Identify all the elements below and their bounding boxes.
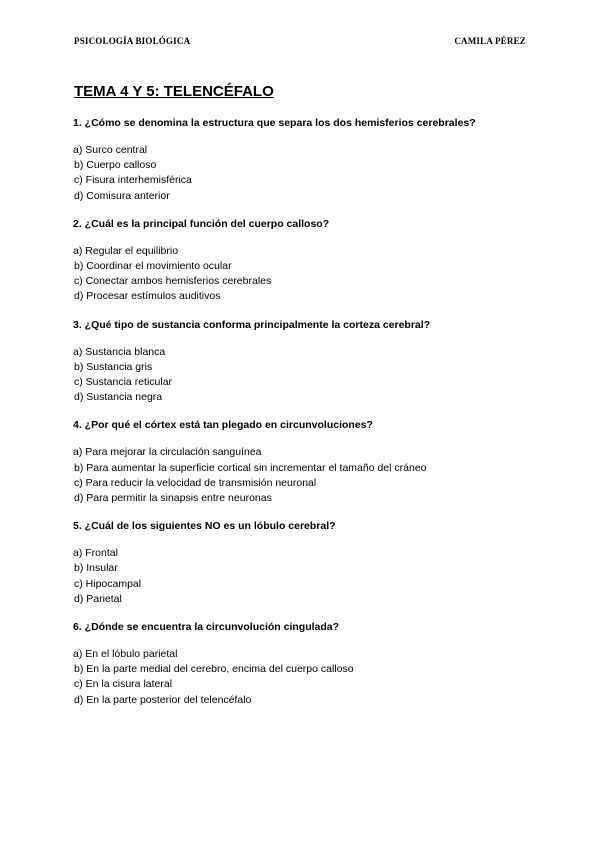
option-d: d) Procesar estímulos auditivos <box>74 290 221 303</box>
option-b: b) Cuerpo calloso <box>74 159 157 172</box>
option-b: b) Para aumentar la superficie cortical sin incrementar el tamaño del cráneo <box>74 461 427 474</box>
question-text: 1. ¿Cómo se denomina la estructura que separa los dos hemisferios cerebrales? <box>73 117 476 129</box>
option-d: d) En la parte posterior del telencéfalo <box>74 693 252 706</box>
option-a: a) Regular el equilibrio <box>73 244 179 257</box>
question-5 <box>73 520 533 607</box>
question-text: 2. ¿Cuál es la principal función del cuerpo calloso? <box>73 217 330 230</box>
question-3 <box>73 319 533 406</box>
option-c: c) En la cisura lateral <box>74 678 173 691</box>
option-d: d) Para permitir la sinapsis entre neuronas <box>74 492 272 505</box>
question-6 <box>73 621 533 708</box>
option-c: c) Para reducir la velocidad de transmisión neuronal <box>74 476 317 489</box>
option-a: a) Surco central <box>73 144 148 156</box>
option-c: c) Sustancia reticular <box>74 376 173 389</box>
question-text: 4. ¿Por qué el córtex está tan plegado en circunvoluciones? <box>73 419 373 432</box>
question-2 <box>73 218 533 305</box>
page-title: TEMA 4 Y 5: TELENCÉFALO <box>74 83 274 100</box>
header-author: CAMILA PÉREZ <box>454 36 526 46</box>
option-d: d) Parietal <box>74 592 122 605</box>
option-d: d) Comisura anterior <box>74 189 170 202</box>
option-c: c) Hipocampal <box>74 577 142 590</box>
option-b: b) Sustancia gris <box>74 360 153 373</box>
question-text: 5. ¿Cuál de los siguientes NO es un lóbulo cerebral? <box>73 520 336 533</box>
question-4 <box>73 419 533 506</box>
option-b: b) En la parte medial del cerebro, encima del cuerpo calloso <box>74 663 354 676</box>
questions-list <box>73 117 533 722</box>
option-a: a) Frontal <box>73 547 118 560</box>
option-c: c) Conectar ambos hemisferios cerebrales <box>74 275 272 288</box>
question-text: 6. ¿Dónde se encuentra la circunvolución cingulada? <box>73 621 340 634</box>
option-a: a) Sustancia blanca <box>73 345 166 358</box>
header-course: PSICOLOGÍA BIOLÓGICA <box>74 36 191 46</box>
option-b: b) Coordinar el movimiento ocular <box>74 260 232 273</box>
option-a: a) Para mejorar la circulación sanguínea <box>73 446 262 459</box>
question-text: 3. ¿Qué tipo de sustancia conforma principalmente la corteza cerebral? <box>73 318 431 331</box>
option-b: b) Insular <box>74 562 118 575</box>
option-c: c) Fisura interhemisférica <box>74 174 192 187</box>
question-1 <box>73 117 533 204</box>
option-a: a) En el lóbulo parietal <box>73 648 178 661</box>
option-d: d) Sustancia negra <box>74 391 163 404</box>
